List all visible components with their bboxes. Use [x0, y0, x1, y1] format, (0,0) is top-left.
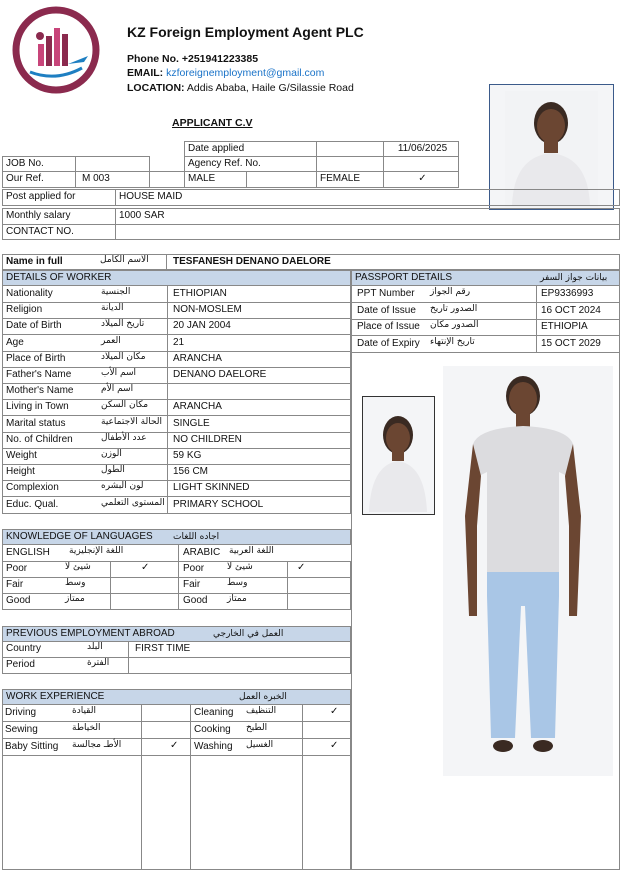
- detail-value: 59 KG: [173, 450, 202, 461]
- location-line: LOCATION: Addis Ababa, Haile G/Silassie Road: [127, 82, 354, 94]
- skill-label-ar: التنظيف: [246, 706, 277, 716]
- column-divider: [167, 383, 168, 399]
- level-label-arabic: Poor: [183, 563, 205, 574]
- detail-label: Educ. Qual.: [6, 498, 59, 510]
- detail-label: Mother's Name: [6, 385, 74, 397]
- detail-value: 20 JAN 2004: [173, 320, 231, 332]
- period-label: Period: [6, 659, 35, 670]
- passport-value: 16 OCT 2024: [541, 304, 601, 316]
- level-label-arabic-ar: شيئ لا: [227, 562, 253, 572]
- arabic-label: ARABIC: [183, 547, 221, 558]
- passport-row: [351, 336, 620, 353]
- passport-value: EP9336993: [541, 288, 594, 299]
- post-label: Post applied for: [2, 189, 116, 206]
- detail-label: Religion: [6, 304, 43, 316]
- arabic-label-ar: اللغة العربية: [229, 546, 274, 556]
- period-label-ar: الفترة: [87, 658, 110, 668]
- detail-label-ar: الجنسية: [101, 287, 131, 297]
- details-row: [2, 480, 351, 497]
- ref-blank: [149, 171, 185, 188]
- details-row: [2, 448, 351, 465]
- column-divider: [167, 497, 168, 513]
- passport-header: [351, 270, 620, 286]
- passport-row: [351, 303, 620, 320]
- detail-label: Height: [6, 466, 35, 478]
- agency-ref-label: Agency Ref. No.: [184, 156, 317, 172]
- details-row: [2, 367, 351, 384]
- detail-label-ar: الديانة: [101, 303, 124, 314]
- column-divider: [167, 432, 168, 448]
- country-label-ar: البلد: [87, 642, 103, 652]
- salary-value: 1000 SAR: [115, 208, 620, 225]
- male-box[interactable]: [246, 171, 317, 188]
- detail-value: NO CHILDREN: [173, 433, 242, 445]
- column-divider: [167, 480, 168, 496]
- skill-label-ar: الأطـ مجالسة: [72, 740, 122, 750]
- level-label-english: Fair: [6, 579, 24, 590]
- country-value: FIRST TIME: [135, 643, 191, 654]
- date-applied-label: Date applied: [184, 141, 317, 157]
- details-row: [2, 335, 351, 352]
- skill-check[interactable]: ✓: [170, 740, 179, 751]
- passport-value: ETHIOPIA: [541, 321, 588, 332]
- detail-label-ar: لون البشره: [101, 481, 144, 492]
- level-label-english: Poor: [6, 563, 28, 574]
- detail-label: Living in Town: [6, 401, 69, 413]
- details-row: [2, 399, 351, 416]
- column-divider: [167, 286, 168, 302]
- level-label-arabic: Good: [183, 595, 208, 606]
- email-link[interactable]: kzforeignemployment@gmail.com: [166, 67, 325, 79]
- details-row: [2, 351, 351, 368]
- previous-country-row: [2, 642, 351, 658]
- passport-label-ar: الصدور مكان: [430, 320, 479, 330]
- cv-title: APPLICANT C.V: [172, 117, 253, 129]
- language-row: [2, 578, 351, 594]
- skill-label: Driving: [5, 707, 37, 718]
- passport-label-ar: الصدور تاريخ: [430, 303, 478, 314]
- previous-header-ar: العمل في الخارجي: [213, 629, 284, 639]
- detail-label: Marital status: [6, 417, 66, 429]
- detail-label-ar: اسم الأب: [101, 368, 136, 378]
- phone-number: +251941223385: [181, 53, 259, 65]
- detail-label-ar: مكان السكن: [101, 400, 149, 411]
- level-label-english-ar: وسط: [65, 578, 86, 588]
- detail-value: ARANCHA: [173, 352, 222, 364]
- contact-label: CONTACT NO.: [2, 224, 116, 240]
- detail-label-ar: مكان الميلاد: [101, 351, 146, 362]
- experience-header-en: WORK EXPERIENCE: [6, 691, 105, 702]
- female-check[interactable]: ✓: [383, 171, 459, 188]
- detail-label: Weight: [6, 450, 37, 461]
- female-label: FEMALE: [316, 171, 384, 188]
- skill-label: Washing: [194, 741, 233, 752]
- language-row: [2, 594, 351, 610]
- level-label-arabic-ar: وسط: [227, 578, 248, 588]
- detail-label: Father's Name: [6, 369, 72, 380]
- date-applied-blank: [316, 141, 384, 157]
- details-header: DETAILS OF WORKER: [2, 270, 351, 286]
- male-label: MALE: [184, 171, 247, 188]
- name-label-ar: الاسم الكامل: [100, 255, 149, 265]
- our-ref-label: Our Ref.: [2, 171, 76, 188]
- skill-label-ar: الغسيل: [246, 740, 274, 750]
- phone-line: Phone No. +251941223385: [127, 53, 259, 65]
- detail-label: Place of Birth: [6, 352, 66, 364]
- skill-label-ar: الخياطة: [72, 723, 101, 733]
- agency-ref-value: [383, 156, 459, 172]
- detail-value: ARANCHA: [173, 401, 222, 413]
- details-row: [2, 286, 351, 303]
- experience-frame: [2, 705, 351, 870]
- passport-label: Date of Issue: [357, 304, 416, 316]
- english-label: ENGLISH: [6, 547, 50, 558]
- detail-value: 156 CM: [173, 466, 209, 478]
- details-row: [2, 302, 351, 319]
- details-row: [2, 497, 351, 514]
- job-no-value: [75, 156, 150, 172]
- level-label-arabic-ar: ممتاز: [227, 594, 247, 604]
- skill-label-ar: الطبخ: [246, 723, 268, 733]
- column-divider: [536, 336, 537, 352]
- detail-label-ar: الحالة الاجتماعية: [101, 416, 162, 427]
- english-level-check[interactable]: ✓: [141, 562, 150, 573]
- languages-header: [2, 529, 351, 545]
- detail-label-ar: عدد الأطفال: [101, 432, 147, 443]
- location: Addis Ababa, Haile G/Silassie Road: [186, 82, 354, 94]
- experience-header: [2, 689, 351, 705]
- details-row: [2, 432, 351, 449]
- salary-label: Monthly salary: [2, 208, 116, 225]
- detail-label-ar: الطول: [101, 465, 125, 476]
- level-label-english: Good: [6, 595, 31, 606]
- level-label-english-ar: شيئ لا: [65, 562, 91, 572]
- languages-subheader: [2, 545, 351, 562]
- column-divider: [167, 367, 168, 383]
- detail-label-ar: العمر: [101, 335, 121, 346]
- level-label-english-ar: ممتاز: [65, 594, 85, 604]
- applicant-photo-small: [362, 396, 435, 515]
- detail-value: NON-MOSLEM: [173, 304, 242, 316]
- name-value: TESFANESH DENANO DAELORE: [166, 254, 620, 270]
- applicant-photo-full: [443, 366, 613, 776]
- arabic-level-check[interactable]: ✓: [297, 562, 306, 573]
- level-label-arabic: Fair: [183, 579, 201, 590]
- details-row: [2, 464, 351, 481]
- detail-label: Date of Birth: [6, 320, 62, 332]
- skill-label-ar: القيادة: [72, 706, 96, 716]
- post-value: HOUSE MAID: [115, 189, 620, 206]
- detail-label: Age: [6, 336, 24, 348]
- passport-label-ar: رقم الجواز: [430, 287, 471, 297]
- column-divider: [167, 448, 168, 464]
- detail-label-ar: تاريخ الميلاد: [101, 319, 145, 330]
- detail-value: DENANO DAELORE: [173, 369, 267, 380]
- passport-row: [351, 319, 620, 336]
- detail-value: PRIMARY SCHOOL: [173, 498, 264, 510]
- column-divider: [536, 319, 537, 335]
- skill-label: Cleaning: [194, 707, 234, 718]
- company-logo: [10, 6, 102, 94]
- column-divider: [167, 351, 168, 367]
- details-row: [2, 383, 351, 400]
- experience-header-ar: الخبره العمل: [239, 692, 287, 702]
- column-divider: [167, 464, 168, 480]
- passport-header-ar: بيانات جواز السفر: [540, 273, 608, 283]
- column-divider: [167, 335, 168, 351]
- column-divider: [536, 303, 537, 319]
- passport-label: Place of Issue: [357, 321, 420, 332]
- details-row: [2, 416, 351, 433]
- company-name: KZ Foreign Employment Agent PLC: [127, 24, 364, 40]
- skill-check[interactable]: ✓: [330, 740, 339, 751]
- passport-header-en: PASSPORT DETAILS: [355, 272, 453, 283]
- language-row: [2, 562, 351, 578]
- languages-header-en: KNOWLEDGE OF LANGUAGES: [6, 531, 153, 542]
- name-label: Name in full: [2, 254, 167, 270]
- column-divider: [167, 302, 168, 318]
- passport-value: 15 OCT 2029: [541, 337, 601, 349]
- detail-value: SINGLE: [173, 417, 210, 429]
- skill-label: Baby Sitting: [5, 741, 59, 752]
- job-no-label: JOB No.: [2, 156, 76, 172]
- english-label-ar: اللغة الإنجليزية: [69, 546, 124, 556]
- country-label: Country: [6, 643, 42, 654]
- detail-label-ar: المستوى التعلمي: [101, 497, 165, 508]
- detail-label: No. of Children: [6, 433, 73, 445]
- column-divider: [167, 318, 168, 334]
- column-divider: [167, 416, 168, 432]
- skill-label: Cooking: [194, 724, 231, 735]
- column-divider: [167, 399, 168, 415]
- languages-header-ar: اجاده اللغات: [173, 532, 220, 542]
- detail-label-ar: اسم الأم: [101, 384, 134, 395]
- detail-value: 21: [173, 336, 185, 348]
- detail-value: LIGHT SKINNED: [173, 482, 250, 494]
- detail-label: Complexion: [6, 482, 59, 494]
- passport-label: PPT Number: [357, 288, 415, 299]
- previous-header: [2, 626, 351, 642]
- agency-ref-blank: [316, 156, 384, 172]
- our-ref-value: M 003: [75, 171, 150, 188]
- previous-period-row: [2, 658, 351, 674]
- contact-value: [115, 224, 620, 240]
- skill-check[interactable]: ✓: [330, 706, 339, 717]
- previous-header-en: PREVIOUS EMPLOYMENT ABROAD: [6, 628, 175, 639]
- email-line: EMAIL: kzforeignemployment@gmail.com: [127, 67, 325, 79]
- passport-label-ar: تاريخ الإنتهاء: [430, 336, 475, 347]
- detail-value: ETHIOPIAN: [173, 288, 227, 299]
- skill-label: Sewing: [5, 724, 38, 735]
- details-row: [2, 318, 351, 335]
- detail-label: Nationality: [6, 288, 53, 299]
- date-applied-value: 11/06/2025: [383, 141, 459, 157]
- passport-label: Date of Expiry: [357, 337, 420, 349]
- column-divider: [536, 286, 537, 302]
- passport-row: [351, 286, 620, 303]
- detail-label-ar: الوزن: [101, 449, 122, 459]
